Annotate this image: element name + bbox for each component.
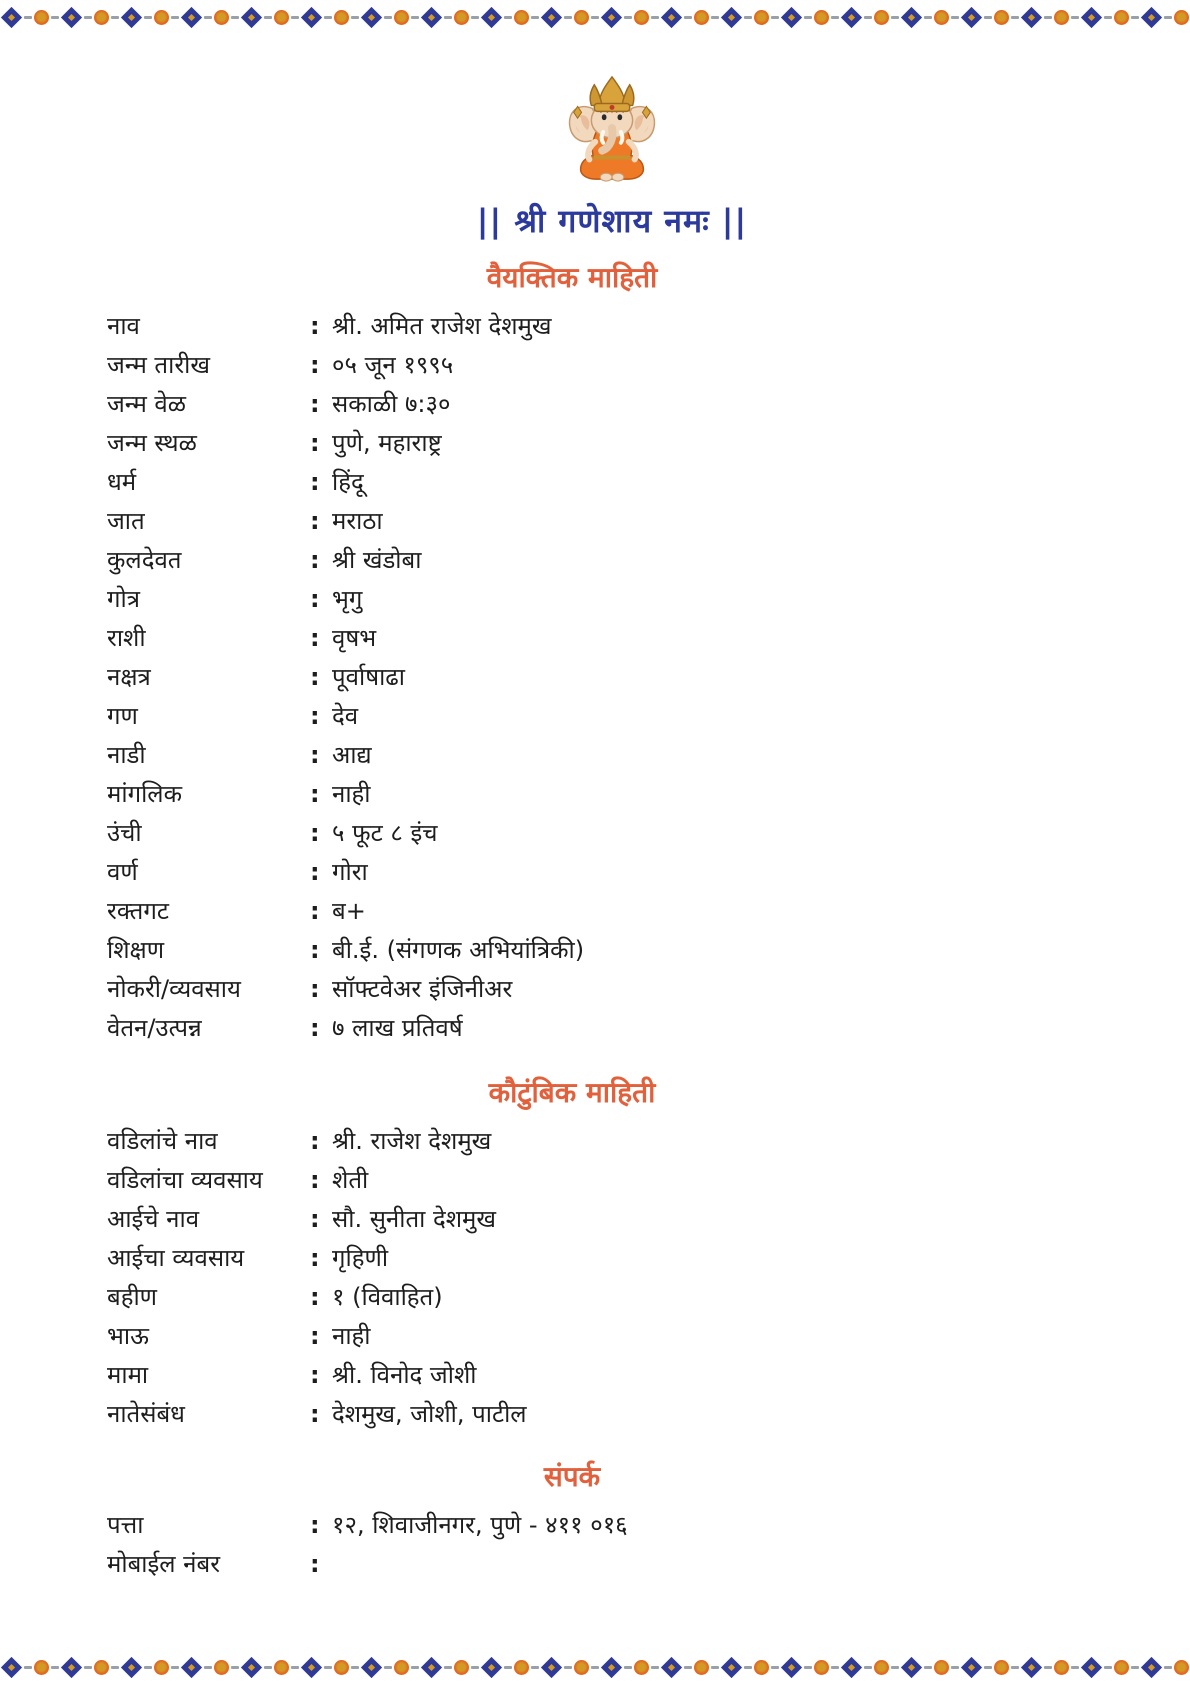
circle-bead — [874, 1660, 889, 1675]
diamond-bead — [301, 1656, 322, 1677]
info-row — [107, 853, 1037, 892]
info-row — [107, 1200, 1037, 1239]
row-value: शेती — [332, 1166, 369, 1194]
diamond-bead — [541, 1656, 562, 1677]
dash — [771, 1666, 779, 1669]
diamond-bead — [1, 1656, 22, 1677]
dash — [831, 1666, 839, 1669]
diamond-bead — [241, 1656, 262, 1677]
row-colon: : — [310, 312, 320, 340]
diamond-bead — [121, 1656, 142, 1677]
section — [107, 1458, 1037, 1584]
circle-bead — [574, 1660, 589, 1675]
dash — [531, 1666, 539, 1669]
row-label: नोकरी/व्यवसाय — [107, 975, 241, 1003]
row-value: १ (विवाहित) — [332, 1283, 443, 1311]
dash — [744, 1666, 752, 1669]
diamond-bead — [721, 1656, 742, 1677]
row-colon: : — [310, 975, 320, 1003]
diamond-bead — [661, 1656, 682, 1677]
info-row — [107, 1161, 1037, 1200]
row-value: १२, शिवाजीनगर, पुणे - ४११ ०१६ — [332, 1511, 628, 1539]
row-colon: : — [310, 507, 320, 535]
decorative-border-bottom — [0, 1654, 1190, 1680]
row-colon: : — [310, 1511, 320, 1539]
row-value: सकाळी ७:३० — [332, 390, 451, 418]
info-row — [107, 814, 1037, 853]
info-row — [107, 1278, 1037, 1317]
row-colon: : — [310, 858, 320, 886]
diamond-bead — [1141, 1656, 1162, 1677]
row-label: शिक्षण — [107, 936, 165, 964]
row-label: नाडी — [107, 741, 146, 769]
row-label: वडिलांचे नाव — [107, 1127, 218, 1155]
row-colon: : — [310, 780, 320, 808]
circle-bead — [1114, 1660, 1129, 1675]
row-value: देव — [332, 702, 359, 730]
row-value: श्री. विनोद जोशी — [332, 1361, 477, 1389]
dash — [264, 1666, 272, 1669]
row-value: पूर्वाषाढा — [332, 663, 406, 691]
row-colon: : — [310, 624, 320, 652]
info-row — [107, 385, 1037, 424]
row-value: ब+ — [332, 897, 366, 925]
row-label: बहीण — [107, 1283, 158, 1311]
diamond-bead — [901, 1656, 922, 1677]
info-row — [107, 346, 1037, 385]
row-value: गृहिणी — [332, 1244, 389, 1272]
row-colon: : — [310, 468, 320, 496]
dash — [24, 1666, 32, 1669]
row-label: जन्म स्थळ — [107, 429, 197, 457]
info-row — [107, 580, 1037, 619]
dash — [1104, 1666, 1112, 1669]
row-colon: : — [310, 1550, 320, 1578]
info-row — [107, 1122, 1037, 1161]
row-value: हिंदू — [332, 468, 364, 496]
section — [107, 259, 1037, 1048]
dash — [51, 1666, 59, 1669]
dash — [384, 1666, 392, 1669]
row-label: आईचे नाव — [107, 1205, 200, 1233]
row-value: श्री. राजेश देशमुख — [332, 1127, 492, 1155]
info-row — [107, 892, 1037, 931]
dash — [951, 1666, 959, 1669]
row-value: वृषभ — [332, 624, 377, 652]
circle-bead — [214, 1660, 229, 1675]
row-colon: : — [310, 546, 320, 574]
circle-bead — [334, 1660, 349, 1675]
info-row — [107, 1239, 1037, 1278]
circle-bead — [1174, 1660, 1189, 1675]
row-colon: : — [310, 1014, 320, 1042]
row-colon: : — [310, 585, 320, 613]
row-value: ५ फूट ८ इंच — [332, 819, 438, 847]
row-label: उंची — [107, 819, 142, 847]
row-value: मराठा — [332, 507, 383, 535]
diamond-bead — [61, 1656, 82, 1677]
biodata-sections — [107, 259, 1037, 1584]
info-row — [107, 424, 1037, 463]
circle-bead — [154, 1660, 169, 1675]
dash — [1164, 1666, 1172, 1669]
circle-bead — [634, 1660, 649, 1675]
diamond-bead — [421, 1656, 442, 1677]
section-rows — [107, 1506, 1037, 1584]
header — [17, 0, 1190, 241]
diamond-bead — [841, 1656, 862, 1677]
row-value: नाही — [332, 1322, 371, 1350]
section-heading: वैयक्तिक माहिती — [486, 261, 658, 294]
section-heading: संपर्क — [543, 1460, 601, 1493]
ganesha-icon — [562, 75, 662, 185]
row-value: ०५ जून १९९५ — [332, 351, 454, 379]
circle-bead — [514, 1660, 529, 1675]
row-label: नक्षत्र — [107, 663, 151, 691]
row-value: पुणे, महाराष्ट्र — [332, 429, 442, 457]
row-label: आईचा व्यवसाय — [107, 1244, 245, 1272]
section — [107, 1074, 1037, 1434]
section-rows — [107, 1122, 1037, 1434]
dash — [84, 1666, 92, 1669]
page-title: || श्री गणेशाय नमः || — [476, 202, 748, 240]
row-colon: : — [310, 663, 320, 691]
row-value: श्री खंडोबा — [332, 546, 422, 574]
circle-bead — [934, 1660, 949, 1675]
dash — [111, 1666, 119, 1669]
row-label: नातेसंबंध — [107, 1400, 185, 1428]
row-label: वर्ण — [107, 858, 138, 886]
info-row — [107, 619, 1037, 658]
row-colon: : — [310, 1322, 320, 1350]
circle-bead — [34, 1660, 49, 1675]
row-label: मोबाईल नंबर — [107, 1550, 221, 1578]
row-label: वेतन/उत्पन्न — [107, 1014, 202, 1042]
row-colon: : — [310, 1361, 320, 1389]
row-value: आद्य — [332, 741, 372, 769]
row-label: गण — [107, 702, 138, 730]
row-colon: : — [310, 702, 320, 730]
info-row — [107, 658, 1037, 697]
row-value: श्री. अमित राजेश देशमुख — [332, 312, 552, 340]
row-label: मांगलिक — [107, 780, 182, 808]
row-colon: : — [310, 1400, 320, 1428]
dash — [1044, 1666, 1052, 1669]
dash — [411, 1666, 419, 1669]
circle-bead — [94, 1660, 109, 1675]
dash — [144, 1666, 152, 1669]
dash — [291, 1666, 299, 1669]
dash — [324, 1666, 332, 1669]
info-row — [107, 1356, 1037, 1395]
dash — [711, 1666, 719, 1669]
diamond-bead — [601, 1656, 622, 1677]
dash — [591, 1666, 599, 1669]
diamond-bead — [1021, 1656, 1042, 1677]
dash — [1131, 1666, 1139, 1669]
row-value: बी.ई. (संगणक अभियांत्रिकी) — [332, 936, 585, 964]
info-row — [107, 307, 1037, 346]
dash — [804, 1666, 812, 1669]
dash — [1011, 1666, 1019, 1669]
row-colon: : — [310, 1127, 320, 1155]
row-colon: : — [310, 1205, 320, 1233]
info-row — [107, 931, 1037, 970]
row-value: भृगु — [332, 585, 363, 613]
circle-bead — [694, 1660, 709, 1675]
row-value: देशमुख, जोशी, पाटील — [332, 1400, 527, 1428]
info-row — [107, 1545, 1037, 1584]
info-row — [107, 775, 1037, 814]
row-label: नाव — [107, 312, 140, 340]
dash — [171, 1666, 179, 1669]
row-colon: : — [310, 1166, 320, 1194]
row-label: जात — [107, 507, 145, 535]
diamond-bead — [1081, 1656, 1102, 1677]
info-row — [107, 1395, 1037, 1434]
dash — [504, 1666, 512, 1669]
row-value: सौ. सुनीता देशमुख — [332, 1205, 497, 1233]
circle-bead — [814, 1660, 829, 1675]
dash — [864, 1666, 872, 1669]
circle-bead — [1054, 1660, 1069, 1675]
row-label: कुलदेवत — [107, 546, 182, 574]
diamond-bead — [781, 1656, 802, 1677]
diamond-bead — [481, 1656, 502, 1677]
row-label: राशी — [107, 624, 146, 652]
section-heading: कौटुंबिक माहिती — [488, 1076, 656, 1109]
info-row — [107, 541, 1037, 580]
info-row — [107, 463, 1037, 502]
section-rows — [107, 307, 1037, 1048]
info-row — [107, 502, 1037, 541]
row-colon: : — [310, 1283, 320, 1311]
row-label: जन्म वेळ — [107, 390, 187, 418]
row-label: मामा — [107, 1361, 149, 1389]
dash — [471, 1666, 479, 1669]
row-colon: : — [310, 429, 320, 457]
info-row — [107, 1506, 1037, 1545]
circle-bead — [994, 1660, 1009, 1675]
circle-bead — [454, 1660, 469, 1675]
row-label: पत्ता — [107, 1511, 144, 1539]
dash — [1071, 1666, 1079, 1669]
info-row — [107, 970, 1037, 1009]
dash — [231, 1666, 239, 1669]
row-colon: : — [310, 897, 320, 925]
circle-bead — [754, 1660, 769, 1675]
row-value: सॉफ्टवेअर इंजिनीअर — [332, 975, 513, 1003]
dash — [651, 1666, 659, 1669]
circle-bead — [274, 1660, 289, 1675]
row-colon: : — [310, 741, 320, 769]
info-row — [107, 697, 1037, 736]
dash — [684, 1666, 692, 1669]
diamond-bead — [361, 1656, 382, 1677]
row-value: गोरा — [332, 858, 368, 886]
row-colon: : — [310, 390, 320, 418]
row-label: भाऊ — [107, 1322, 149, 1350]
row-label: रक्तगट — [107, 897, 169, 925]
dash — [891, 1666, 899, 1669]
circle-bead — [394, 1660, 409, 1675]
row-label: गोत्र — [107, 585, 140, 613]
row-value: ७ लाख प्रतिवर्ष — [332, 1014, 463, 1042]
row-colon: : — [310, 1244, 320, 1272]
diamond-bead — [181, 1656, 202, 1677]
dash — [351, 1666, 359, 1669]
row-value: नाही — [332, 780, 371, 808]
info-row — [107, 1009, 1037, 1048]
info-row — [107, 736, 1037, 775]
dash — [624, 1666, 632, 1669]
row-colon: : — [310, 936, 320, 964]
diamond-bead — [961, 1656, 982, 1677]
row-colon: : — [310, 819, 320, 847]
row-label: जन्म तारीख — [107, 351, 210, 379]
dash — [924, 1666, 932, 1669]
dash — [564, 1666, 572, 1669]
row-colon: : — [310, 351, 320, 379]
row-label: वडिलांचा व्यवसाय — [107, 1166, 263, 1194]
row-label: धर्म — [107, 468, 137, 496]
info-row — [107, 1317, 1037, 1356]
dash — [204, 1666, 212, 1669]
dash — [984, 1666, 992, 1669]
dash — [444, 1666, 452, 1669]
